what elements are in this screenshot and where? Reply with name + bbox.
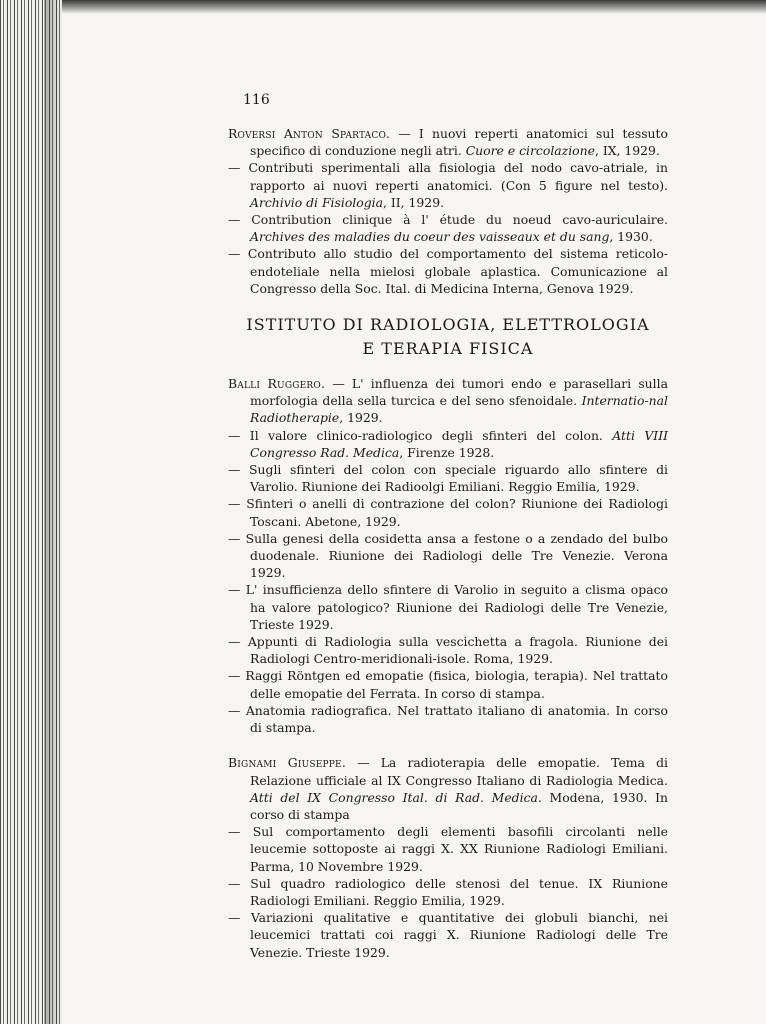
- bibliography-entry: [228, 530, 668, 582]
- bibliography-entry: [228, 159, 668, 211]
- entry-author: Bignami Giuseppe.: [228, 755, 346, 771]
- bibliography-entry: [228, 823, 668, 875]
- entry-dash: —: [228, 160, 241, 176]
- entry-text: L' insufficienza dello sfintere di Varolio in seguito a clisma opaco ha valore patologico? Riunione dei Radiologi delle Tre Venezie, Trieste 1929.: [240, 582, 668, 632]
- entry-journal-title: Atti VIII Congresso Rad. Medica: [250, 427, 668, 460]
- entry-dash: —: [228, 462, 241, 478]
- entry-text: , 1929.: [339, 410, 383, 426]
- entry-dash: —: [228, 496, 241, 512]
- entry-text: , IX, 1929.: [594, 143, 660, 159]
- page-body: [228, 125, 668, 961]
- entry-dash: —: [228, 212, 241, 228]
- entry-text: Sulla genesi della cosidetta ansa a festone o a zendado del bulbo duodenale. Riunione dei Radiologi delle Tre Venezie. Verona 1929.: [240, 530, 668, 581]
- entry-text: L' influenza dei tumori endo e parasellari sulla morfologia della sella turcica e del seno sfenoidale.: [250, 376, 668, 409]
- entry-text: . Modena, 1930. In corso di stampa: [250, 789, 668, 822]
- entry-text: Contributi sperimentali alla fisiologia del nodo cavo-atriale, in rapporto ai nuovi reperti anatomici. (Con 5 figure nel testo).: [240, 160, 668, 193]
- bibliography-entry: [228, 427, 668, 461]
- entry-text: Variazioni qualitative e quantitative dei globuli bianchi, nei leucemici trattati coi raggi X. Riunione Radiologi delle Tre Venezie. Trieste 1929.: [240, 910, 668, 960]
- bibliography-entry: [228, 375, 668, 427]
- bibliography-entry: [228, 125, 668, 159]
- bibliography-entry: [228, 581, 668, 633]
- bibliography-entry: [228, 495, 668, 529]
- bibliography-section-roversi: [228, 125, 668, 297]
- entry-journal-title: Internatio-nal Radiotherapie: [250, 393, 668, 426]
- bibliography-section-balli: [228, 375, 668, 736]
- entry-text: Il valore clinico-radiologico degli sfinteri del colon.: [240, 427, 613, 443]
- entry-text: Sul comportamento degli elementi basofili circolanti nelle leucemie sottoposte ai raggi X. XX Riunione Radiologi Emiliani. Parma, 10 Novembre 1929.: [240, 824, 668, 874]
- entry-dash: —: [332, 376, 345, 392]
- bibliography-entry: [228, 875, 668, 909]
- entry-text: Contribution clinique à l' étude du noeud cavo-auriculaire.: [240, 212, 668, 228]
- entry-dash: —: [228, 875, 241, 891]
- entry-text: Appunti di Radiologia sulla vescichetta a fragola. Riunione dei Radiologi Centro-meridionali-isole. Roma, 1929.: [240, 634, 668, 667]
- entry-dash: —: [228, 702, 241, 718]
- entry-dash: —: [228, 246, 241, 262]
- entry-dash: —: [228, 910, 241, 926]
- page-number: 116: [243, 92, 270, 108]
- entry-text: , 1930.: [609, 229, 653, 245]
- bibliography-entry: [228, 667, 668, 701]
- entry-dash: —: [228, 582, 241, 598]
- entry-journal-title: Archives des maladies du coeur des vaisseaux et du sang: [250, 229, 610, 245]
- bibliography-entry: [228, 245, 668, 297]
- section-heading: [228, 313, 668, 361]
- entry-text: Anatomia radiografica. Nel trattato italiano di anatomia. In corso di stampa.: [240, 702, 668, 736]
- bibliography-entry: [228, 754, 668, 823]
- entry-dash: —: [398, 126, 411, 141]
- heading-line-2: E TERAPIA FISICA: [362, 339, 534, 359]
- bibliography-entry: [228, 702, 668, 736]
- bibliography-entry: [228, 909, 668, 961]
- entry-author: Roversi Anton Spartaco.: [228, 126, 391, 141]
- entry-text: Raggi Röntgen ed emopatie (fisica, biologia, terapia). Nel trattato delle emopatie del Ferrata. In corso di stampa.: [240, 668, 668, 701]
- entry-dash: —: [228, 530, 241, 546]
- entry-dash: —: [228, 824, 241, 840]
- entry-journal-title: Archivio di Fisiologia: [250, 194, 383, 210]
- entry-text: Sugli sfinteri del colon con speciale riguardo allo sfintere di Varolio. Riunione dei Radioolgi Emiliani. Reggio Emilia, 1929.: [240, 462, 668, 495]
- entry-text: Sul quadro radiologico delle stenosi del tenue. IX Riunione Radiologi Emiliani. Reggio Emilia, 1929.: [240, 875, 668, 908]
- entry-text: , Firenze 1928.: [399, 444, 495, 460]
- entry-text: La radioterapia delle emopatie. Tema di Relazione ufficiale al IX Congresso Italiano di Radiologia Medica.: [250, 755, 668, 788]
- heading-line-1: ISTITUTO DI RADIOLOGIA, ELETTROLOGIA: [246, 315, 650, 335]
- entry-text: Sfinteri o anelli di contrazione del colon? Riunione dei Radiologi Toscani. Abetone, 1929.: [240, 496, 668, 529]
- book-binding-edge: [0, 0, 62, 1024]
- bibliography-section-bignami: [228, 754, 668, 960]
- bibliography-entry: [228, 633, 668, 667]
- entry-text: , II, 1929.: [383, 194, 445, 210]
- entry-journal-title: Cuore e circolazione: [465, 143, 595, 159]
- bibliography-entry: [228, 461, 668, 495]
- entry-dash: —: [357, 755, 370, 771]
- entry-dash: —: [228, 634, 241, 650]
- entry-journal-title: Atti del IX Congresso Ital. di Rad. Medica: [250, 789, 538, 805]
- entry-author: Balli Ruggero.: [228, 376, 326, 392]
- bibliography-entry: [228, 211, 668, 245]
- entry-dash: —: [228, 427, 241, 443]
- scan-top-shadow: [62, 0, 766, 14]
- entry-text: Contributo allo studio del comportamento del sistema reticolo-endoteliale nella mielosi globale aplastica. Comunicazione al Congresso della Soc. Ital. di Medicina Interna, Genova 1929.: [240, 246, 668, 296]
- entry-dash: —: [228, 668, 241, 684]
- entry-text: I nuovi reperti anatomici sul tessuto specifico di conduzione negli atri.: [250, 126, 668, 159]
